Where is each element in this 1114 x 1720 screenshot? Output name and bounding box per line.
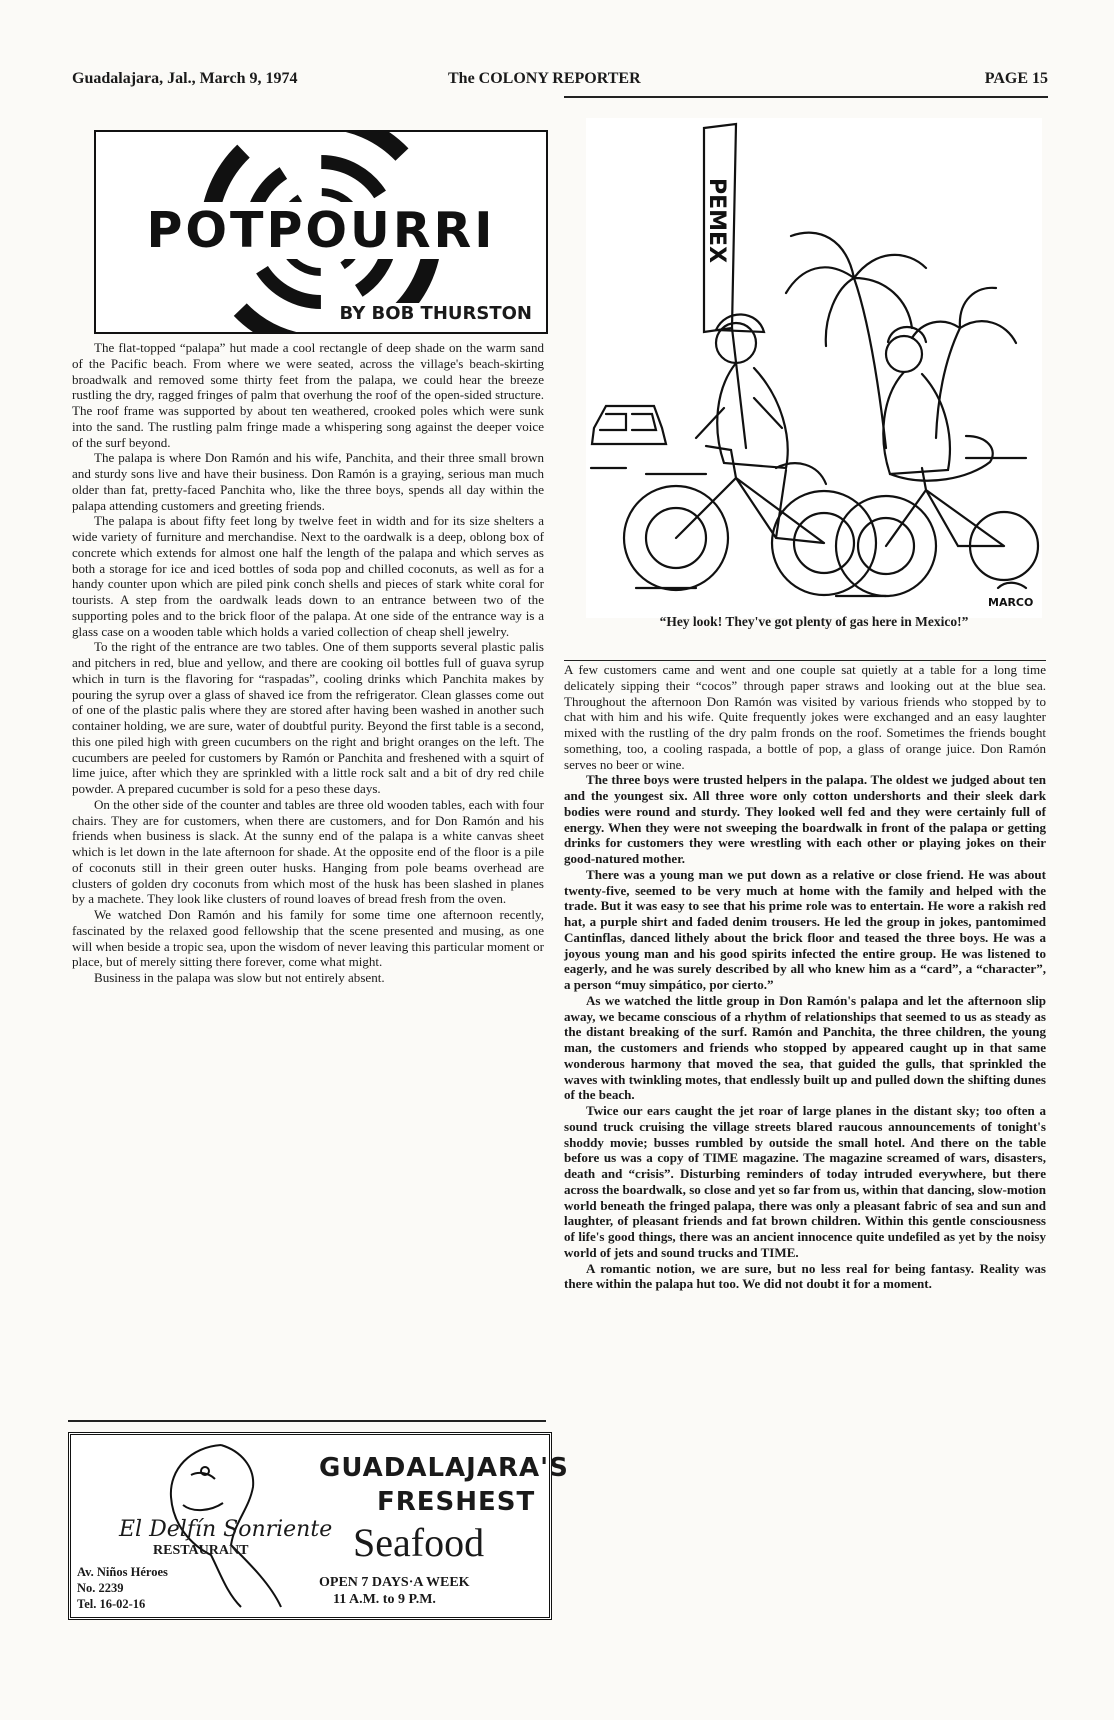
ad-headline-3: Seafood xyxy=(353,1520,485,1565)
ad-phone: Tel. 16-02-16 xyxy=(77,1597,146,1611)
article-paragraph: The palapa is where Don Ramón and his wife, Panchita, and their three small brown and sturdy sons live and have their business. Don Ramón is a graying, serious man much older than fat, pretty-faced Panchita who, like the three boys, spends all day within the palapa attending customers and greeting friends. xyxy=(72,450,544,513)
dateline: Guadalajara, Jal., March 9, 1974 xyxy=(72,70,298,87)
article-left-column xyxy=(72,340,544,986)
ad-headline-2: FRESHEST xyxy=(377,1487,536,1517)
restaurant-logo-sub: RESTAURANT xyxy=(153,1543,249,1558)
restaurant-logo-name: El Delfín Sonriente xyxy=(119,1517,333,1542)
cartoon-sign-text: PEMEX xyxy=(704,178,729,264)
article-paragraph: Business in the palapa was slow but not entirely absent. xyxy=(94,970,385,985)
article-paragraph: The palapa is about fifty feet long by twelve feet in width and for its size shelters a wide variety of furniture and merchandise. Next to the oardwalk is a deep, oblong box of concrete which extends for almost one half the length of the palapa and which serves as both a storage for ice and iced bottles of soda pop and chilled coconuts, as well as for a handy counter upon which are piled pink conch shells and pieces of stark white coral for tourists. A step from the oardwalk leads down to an entrance between two of the supporting poles and to the brick floor of the palapa. At one side of the entrance way is a glass case on a wooden table which holds a varied collection of cheap shell jewelry. xyxy=(72,513,544,639)
page-header xyxy=(72,70,1048,94)
restaurant-advertisement xyxy=(68,1432,569,1620)
caption-rule xyxy=(564,660,1046,661)
article-paragraph: A romantic notion, we are sure, but no less real for being fantasy. Reality was there within the palapa hut too. We did not doubt it for a moment. xyxy=(564,1260,1046,1292)
cartoon-illustration xyxy=(586,118,1042,618)
ad-address-line-1: Av. Niños Héroes xyxy=(77,1565,168,1579)
column-byline: BY BOB THURSTON xyxy=(336,303,536,324)
cartoon-caption: “Hey look! They've got plenty of gas here in Mexico!” xyxy=(659,614,969,629)
article-paragraph: We watched Don Ramón and his family for some time one afternoon recently, fascinated by the relaxed good fellowship that the scene presented and musing, as one will when beside a tropic sea, upon the wisdom of never leaving this particular moment or place, but of merely sitting there forever, come what might. xyxy=(72,907,544,970)
column-title: POTPOURRI xyxy=(96,202,546,259)
ad-headline-1: GUADALAJARA'S xyxy=(319,1453,569,1483)
page-number: PAGE 15 xyxy=(984,70,1048,87)
ad-hours-line-1: OPEN 7 DAYS·A WEEK xyxy=(319,1575,470,1590)
article-paragraph: On the other side of the counter and tables are three old wooden tables, each with four chairs. They are for customers, when there are customers, and for Don Ramón and his friends when business is slack. At the sunny end of the palapa is a white canvas sheet which is let down in the late afternoon for shade. At the opposite end of the floor is a pile of coconuts still in their green outer husks. Hanging from pole beams overhead are clusters of golden dry coconuts from which most of the husk has been slashed in planes by a machete. They look like clusters of round loaves of bread fresh from the oven. xyxy=(72,796,544,907)
cartoon-signature: MARCO xyxy=(988,596,1034,609)
column-banner xyxy=(94,130,548,334)
article-paragraph: Twice our ears caught the jet roar of large planes in the distant sky; too often a sound truck cruising the village streets blared raucous announcements of tonight's shoddy movie; busses rumbled by outside the small hotel. And there on the table before us was a copy of TIME magazine. The magazine screamed of wars, disasters, death and “crisis”. Disturbing reminders of today intruded everywhere, but there across the boardwalk, so close and yet so far from us, within that dancing, slow-motion world beneath the fringed palapa, there was only a pleasant fabric of sea and sun and laughter, of pleasant friends and fat brown children. Within this gentle consciousness of life's good things, there was an ancient innocence quite undefiled as yet by the noisy world of jets and sound trucks and TIME. xyxy=(564,1103,1046,1260)
ad-hours-line-2: 11 A.M. to 9 P.M. xyxy=(333,1592,436,1607)
article-paragraph: There was a young man we put down as a relative or close friend. He was about twenty-five, seemed to be very much at home with the family and helped with the trade. But it was easy to see that his prime role was to entertain. He wore a rakish red hat, a purple shirt and faded denim trousers. He led the group in jokes, pantomimed Cantinflas, danced lithely about the brick floor and teased the three boys. He was a joyous young man and his good spirits infected the entire group. He was listened to eagerly, and he was surely described by all who knew him as a “card”, a “character”, a person “muy simpático, por cierto.” xyxy=(564,866,1046,992)
article-paragraph: The flat-topped “palapa” hut made a cool rectangle of deep shade on the warm sand of the Pacific beach. From where we were seated, across the village's beach-skirting broadwalk and removed some thirty feet from the palapa, we could hear the breeze rustling the dry, ragged fringes of palm that overhung the roof of the open-sided structure. The roof frame was supported by about ten weathered, crooked poles which were sunk into the sand. The rustling palm fringe made a whispering song against the deeper voice of the surf beyond. xyxy=(72,340,544,450)
ad-top-rule xyxy=(68,1420,546,1422)
newspaper-name: The COLONY REPORTER xyxy=(448,70,641,87)
article-paragraph: As we watched the little group in Don Ramón's palapa and let the afternoon slip away, we became conscious of a rhythm of relationships that seemed to us as steady as the distant breaking of the surf. Ramón and Panchita, the three children, the young man, the customers and friends who stopped by appeared caught up in that same wonderous harmony that moved the sea, that guided the gulls, that sprinkled the waves with twinkling motes, that endlessly built up and pulled down the shifting dunes of the beach. xyxy=(564,992,1046,1103)
cartoon-drawing xyxy=(586,118,1042,618)
article-paragraph: To the right of the entrance are two tables. One of them supports several plastic palis and pitchers in red, blue and yellow, and there are cooking oil bottles full of guava syrup which in turn is the flavoring for “raspadas”, cooling drinks which Panchita makes by pouring the syrup over a glass of shaved ice from the refrigerator. Clean glasses come out of one of the plastic palis where they are stored after having been washed in another such container holding, we are sure, water of doubtful purity. Beyond the first table is a second, this one piled high with green cucumbers on the right and bright oranges on the left. The cucumbers are peeled for customers by Ramón or Panchita and freshened with a squirt of lime juice, after which they are sprinkled with a little rock salt and a bit of dry red chile powder. A prepared cucumber is sold for a peso these days. xyxy=(72,639,544,796)
article-paragraph: The three boys were trusted helpers in the palapa. The oldest we judged about ten and the youngest six. All three wore only cotton undershorts and their sleek dark bodies were round and sturdy. They looked well fed and they were certainly full of energy. When they were not sweeping the boardwalk in front of the palapa or getting drinks for customers they were wrestling with each other or playing jokes on their good-natured mother. xyxy=(564,772,1046,866)
article-paragraph: A few customers came and went and one couple sat quietly at a table for a long time delicately sipping their “cocos” through paper straws and looking out at the blue sea. Throughout the afternoon Don Ramón was visited by various friends who stopped by to chat with him and his wife. Quite frequently jokes were exchanged and an easy laughter mixed with the rustling of the dry palm fronds on the roof. Sometimes the friends bought something, too, a cooling raspada, a bottle of pop, a glass of orange juice. Don Ramón serves no beer or wine. xyxy=(564,662,1046,772)
ad-address-line-2: No. 2239 xyxy=(77,1581,124,1595)
article-right-column xyxy=(564,662,1046,1292)
header-rule xyxy=(564,96,1048,98)
